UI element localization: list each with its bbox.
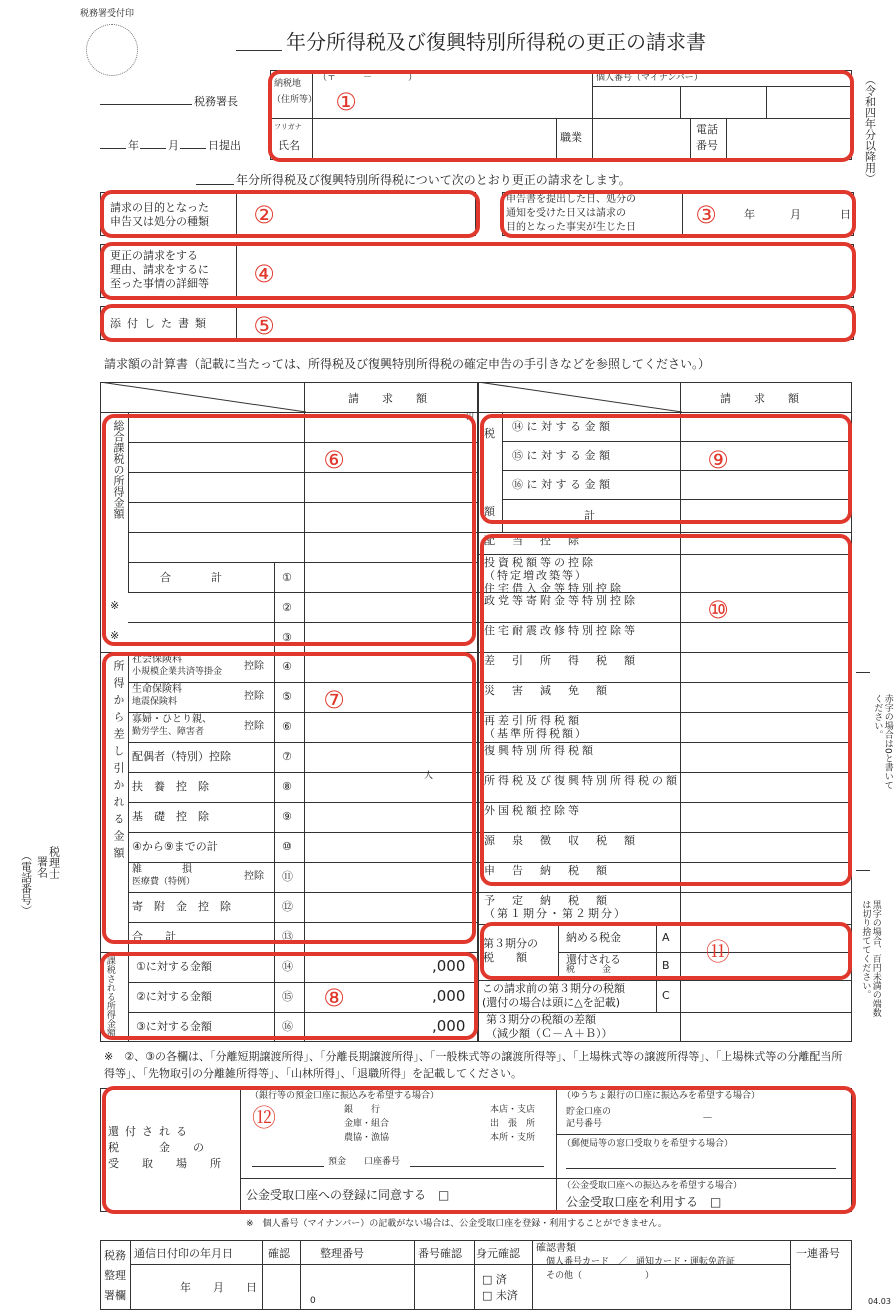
taxable-amount: ,000 (432, 1017, 466, 1035)
office-h7: 一連番号 (796, 1247, 840, 1260)
date-day: 日 (840, 208, 851, 221)
row-no: ⑦ (282, 750, 292, 763)
mynumber-label: 個人番号（マイナンバー） (596, 73, 703, 83)
row-no-3: ③ (282, 631, 292, 644)
annotation-box-4 (100, 242, 856, 300)
date-month: 月 (790, 208, 801, 221)
tax-sum-label: 計 (584, 509, 595, 522)
row-no: ⑯ (282, 1020, 293, 1033)
right-row-sublabel: （第１期分・第２期分） (484, 907, 627, 920)
right-amount-input[interactable] (681, 893, 851, 923)
deduction-suffix: 控除 (244, 721, 264, 732)
footnote: ※ ②、③の各欄は、「分離短期譲渡所得」、「分離長期譲渡所得」、「一般株式等の譲渡所得等」、「上場株式等の譲渡所得等」、「上場株式等の分離配当所得等」、「先物取引の分離雑所得等」、「山林所得」、「退職所得」を記載してください。 (104, 1050, 843, 1080)
public-account-checkbox[interactable]: 公金受取口座を利用する □ (566, 1195, 722, 1209)
deduction-label: 扶 養 控 除 (132, 780, 209, 793)
date-label: 申告書を提出した日、処分の (506, 194, 636, 205)
deduction-label: 配偶者（特別）控除 (132, 750, 231, 763)
era-note: （令和四年分以降用） (863, 74, 877, 184)
right-row-label: 外国税額控除等 (484, 804, 582, 817)
annotation-number-5: ⑤ (253, 312, 275, 340)
row-no: ⑫ (282, 900, 293, 913)
year-label: 年 (128, 139, 139, 152)
month-label: 月 (168, 139, 179, 152)
right-row-label: 災 害 減 免 額 (484, 684, 610, 697)
diff-label-2: （減少額（Ｃ－Ａ＋Ｂ）） (486, 1027, 613, 1040)
deduction-label: 社会保険料 (132, 654, 182, 665)
taxable-label-row: ③に対する金額 (136, 1020, 212, 1033)
stamp-circle (86, 24, 138, 76)
calc-title: 請求額の計算書（記載に当たっては、所得税及び復興特別所得税の確定申告の手引きなどを参照してください。） (104, 357, 711, 371)
address-label: 納税地 (274, 79, 302, 89)
attached-label: 添付した書類 (110, 317, 212, 330)
taxable-amount: ,000 (432, 987, 466, 1005)
purpose-label-2: 申告又は処分の種類 (110, 215, 209, 228)
refund-label: 還付される (566, 953, 621, 966)
office-zero: 0 (310, 1296, 316, 1306)
annotation-box-9 (480, 414, 852, 524)
annotation-number-2: ② (253, 201, 275, 229)
right-row-label: 所得税及び復興特別所得税の額 (484, 774, 680, 787)
purpose-label: 請求の目的となった (110, 201, 209, 214)
deduction-suffix: 控除 (244, 661, 264, 672)
taxable-label-row: ①に対する金額 (136, 960, 212, 973)
deduction-label: 生命保険料 (132, 684, 182, 695)
prior-label-2: (還付の場合は頭に△を記載) (482, 996, 621, 1009)
tax-label-top: 税 (484, 427, 495, 440)
code-a: A (662, 931, 670, 944)
row-no: ⑭ (282, 960, 293, 973)
reason-label-3: 至った事情の詳細等 (110, 277, 209, 290)
annotation-box-5 (100, 304, 856, 342)
person-unit: 人 (424, 771, 434, 781)
annotation-number-6: ⑥ (323, 446, 345, 474)
row-no: ⑮ (282, 990, 293, 1003)
public-head: （公金受取口座への振込みを希望する場合） (562, 1181, 743, 1191)
right-row-label: 差 引 所 得 税 額 (484, 654, 638, 667)
deduction-label: 寡婦・ひとり親、 (132, 714, 212, 725)
note-mark-2: ※ (110, 599, 120, 612)
taxable-label-row: ②に対する金額 (136, 990, 212, 1003)
annotation-box-3 (500, 190, 856, 238)
branch-type-2: 出 張 所 (490, 1119, 536, 1129)
annotation-box-2 (100, 190, 480, 238)
annotation-box-11 (480, 922, 852, 980)
header-diagonal (100, 382, 306, 412)
tax-row-label: ⑮ に 対 す る 金 額 (512, 449, 610, 462)
office-suffix: 税務署長 (194, 95, 238, 108)
deduction-label: 雑 損 (132, 864, 192, 875)
deduction-label: 基 礎 控 除 (132, 810, 209, 823)
tax-row-label: ⑯ に 対 す る 金 額 (512, 478, 610, 491)
branch-type-1: 本店・支店 (490, 1105, 536, 1115)
right-claim-header: 請 求 額 (720, 392, 805, 405)
occupation-label: 職業 (560, 131, 582, 144)
account-label: 口座番号 (364, 1157, 401, 1167)
bank-type-1: 銀 行 (344, 1105, 381, 1115)
right-row-label: 申 告 納 税 額 (484, 864, 610, 877)
office-h3: 整理番号 (320, 1247, 364, 1260)
right-row-label: 源 泉 徴 収 税 額 (484, 834, 638, 847)
right-row-label: 住宅借入金等特別控除 (484, 582, 624, 595)
deduction-sublabel: 勤労学生、障害者 (132, 727, 205, 737)
row-no: ④ (282, 660, 292, 673)
deduction-suffix: 控除 (244, 871, 264, 882)
right-row-sublabel: （特定増改築等） (484, 569, 588, 582)
date-year: 年 (744, 208, 755, 221)
annotation-number-4: ④ (253, 260, 275, 288)
red-note: 赤字の場合は0と書いてください。 (872, 694, 893, 790)
total-label: 合 計 (160, 571, 228, 584)
total-income-label: 総合課税の所得金額 (111, 420, 125, 519)
row-no: ⑩ (282, 840, 292, 853)
yen-unit: 円 (466, 412, 474, 421)
deduction-label: 合 計 (132, 930, 176, 943)
office-use-label: 税務 (104, 1249, 126, 1262)
tax-row-label: ⑭ に 対 す る 金 額 (512, 420, 610, 433)
branch-type-3: 本所・支所 (490, 1133, 536, 1143)
note-mark-3: ※ (110, 629, 120, 642)
annotation-box-6 (102, 414, 476, 646)
refund-place-label: 還付される (108, 1125, 193, 1138)
right-row-label: 住宅耐震改修特別控除等 (484, 624, 638, 637)
office-use-label-3: 署欄 (104, 1289, 126, 1302)
office-h6: 確認書類 (536, 1243, 576, 1254)
refund-place-label-2: 税 金 の (108, 1141, 210, 1154)
fraction-note: 黒字の場合、百円未満の端数は切り捨ててください。 (860, 900, 881, 1017)
stamp-label: 税務署受付印 (80, 9, 135, 19)
annotation-box-10 (480, 534, 852, 886)
third-period-label-2: 税 額 (483, 951, 527, 964)
deposit-label: 預金 (328, 1157, 347, 1167)
office-doc1: 個人番号カード ／ 通知カード・運転免許証 (546, 1257, 736, 1267)
row-no: ⑬ (282, 930, 293, 943)
row-no: ⑥ (282, 720, 292, 733)
office-h5: 身元確認 (476, 1247, 520, 1260)
taxable-amount: ,000 (432, 957, 466, 975)
annotation-box-12 (102, 1086, 856, 1214)
taxable-label: 課税される所得金額 (104, 956, 115, 1037)
identity-done-checkbox[interactable]: □ 済 (482, 1273, 507, 1286)
row-no: ⑤ (282, 690, 292, 703)
postal-code: （〒 － ） (318, 73, 418, 83)
refund-place-label-3: 受 取 場 所 (108, 1157, 227, 1170)
reason-label-2: 理由、請求をするに (110, 263, 209, 276)
annotation-number-9: ⑨ (707, 446, 729, 474)
yucho-dash: － (702, 1111, 713, 1124)
third-period-label: 第３期分の (483, 937, 538, 950)
row-no-1: ① (282, 571, 292, 584)
intro-line: 年分所得税及び復興特別所得税について次のとおり更正の請求をします。 (236, 173, 631, 187)
tax-agent-phone: （電話番号） (19, 850, 33, 916)
deduction-label: 寄 附 金 控 除 (132, 900, 231, 913)
tax-agent-sign: 署名 (35, 856, 49, 878)
left-claim-header: 請 求 額 (348, 392, 433, 405)
office-use-label-2: 整理 (104, 1269, 126, 1282)
prior-label: この請求前の第３期分の税額 (482, 982, 625, 995)
annotation-number-10: ⑩ (707, 596, 729, 624)
annotation-number-7: ⑦ (323, 686, 345, 714)
deduction-sublabel: 医療費（特例） (132, 877, 196, 887)
furigana-label: フリガナ (274, 123, 302, 131)
office-h2: 確認 (268, 1247, 290, 1260)
pay-label: 納める税金 (566, 931, 621, 944)
bank-type-3: 農協・漁協 (344, 1133, 390, 1143)
version: 04.03 (868, 1297, 891, 1306)
diff-label: 第３期分の税額の差額 (486, 1013, 596, 1026)
tax-agent-label: 税理士 (47, 846, 61, 879)
annotation-number-3: ③ (695, 201, 717, 229)
submit-date-label: 日提出 (208, 139, 241, 152)
office-h4: 番号確認 (418, 1247, 462, 1260)
refund-label-2: 税 金 (566, 965, 612, 975)
row-no: ⑪ (282, 870, 293, 883)
annotation-number-11: ⑪ (706, 938, 730, 966)
office-doc2: その他（ ） (546, 1271, 655, 1281)
tax-label-bottom: 額 (484, 505, 495, 518)
post-head: （郵便局等の窓口受取りを希望する場合） (562, 1139, 734, 1149)
deductions-label: 所得から差し引かれる金額 (111, 660, 125, 864)
annotation-box-8 (100, 952, 478, 1040)
right-row-label: 政党等寄附金等特別控除 (484, 594, 638, 607)
consent-checkbox[interactable]: 公金受取口座への登録に同意する □ (246, 1188, 450, 1202)
row-no-2: ② (282, 601, 292, 614)
name-label: 氏名 (278, 139, 300, 152)
yucho-label-2: 記号番号 (566, 1119, 603, 1129)
row-no: ⑨ (282, 810, 292, 823)
reason-label: 更正の請求をする (110, 249, 198, 262)
right-row-label: 配 当 控 除 (484, 534, 582, 547)
office-date: 年 月 日 (180, 1281, 257, 1294)
right-row-label: 投資税額等の控除 (484, 556, 596, 569)
yucho-head: （ゆうちょ銀行の口座に振込みを希望する場合） (562, 1091, 761, 1101)
phone-label-2: 番号 (696, 139, 718, 152)
row-no: ⑧ (282, 780, 292, 793)
annotation-number-1: ① (335, 88, 357, 116)
header-diagonal-right (478, 382, 682, 412)
code-b: B (662, 959, 670, 972)
phone-label: 電話 (696, 123, 718, 136)
mynumber-note: ※ 個人番号（マイナンバー）の記載がない場合は、公金受取口座を登録・利用することができません。 (246, 1219, 667, 1229)
deduction-sublabel: 地震保険料 (132, 697, 178, 707)
code-c: C (662, 989, 670, 1002)
form-title: 年分所得税及び復興特別所得税の更正の請求書 (286, 30, 706, 54)
deduction-sublabel: 小規模企業共済等掛金 (132, 667, 223, 677)
date-label-3: 目的となった事実が生じた日 (506, 222, 636, 233)
right-row-label: 再差引所得税額 (484, 714, 582, 727)
right-row-label: 予 定 納 税 額 (484, 894, 610, 907)
deduction-suffix: 控除 (244, 691, 264, 702)
deduction-label: ④から⑨までの計 (132, 840, 218, 853)
annotation-box-7 (102, 652, 476, 944)
bank-head: （銀行等の預金口座に振込みを希望する場合） (250, 1091, 440, 1101)
annotation-box-1 (268, 70, 854, 162)
yucho-label: 貯金口座の (566, 1107, 612, 1117)
identity-undone-checkbox[interactable]: □ 未済 (482, 1289, 518, 1302)
date-label-2: 通知を受けた日又は請求の (506, 208, 626, 219)
bank-type-2: 金庫・組合 (344, 1119, 390, 1129)
right-row-label: 復興特別所得税額 (484, 744, 596, 757)
annotation-number-8: ⑧ (323, 984, 345, 1012)
annotation-number-12: ⑫ (252, 1104, 276, 1132)
office-h1: 通信日付印の年月日 (134, 1247, 233, 1260)
address-label-2: （住所等） (272, 95, 318, 105)
right-row-sublabel: （基準所得税額） (484, 727, 588, 740)
